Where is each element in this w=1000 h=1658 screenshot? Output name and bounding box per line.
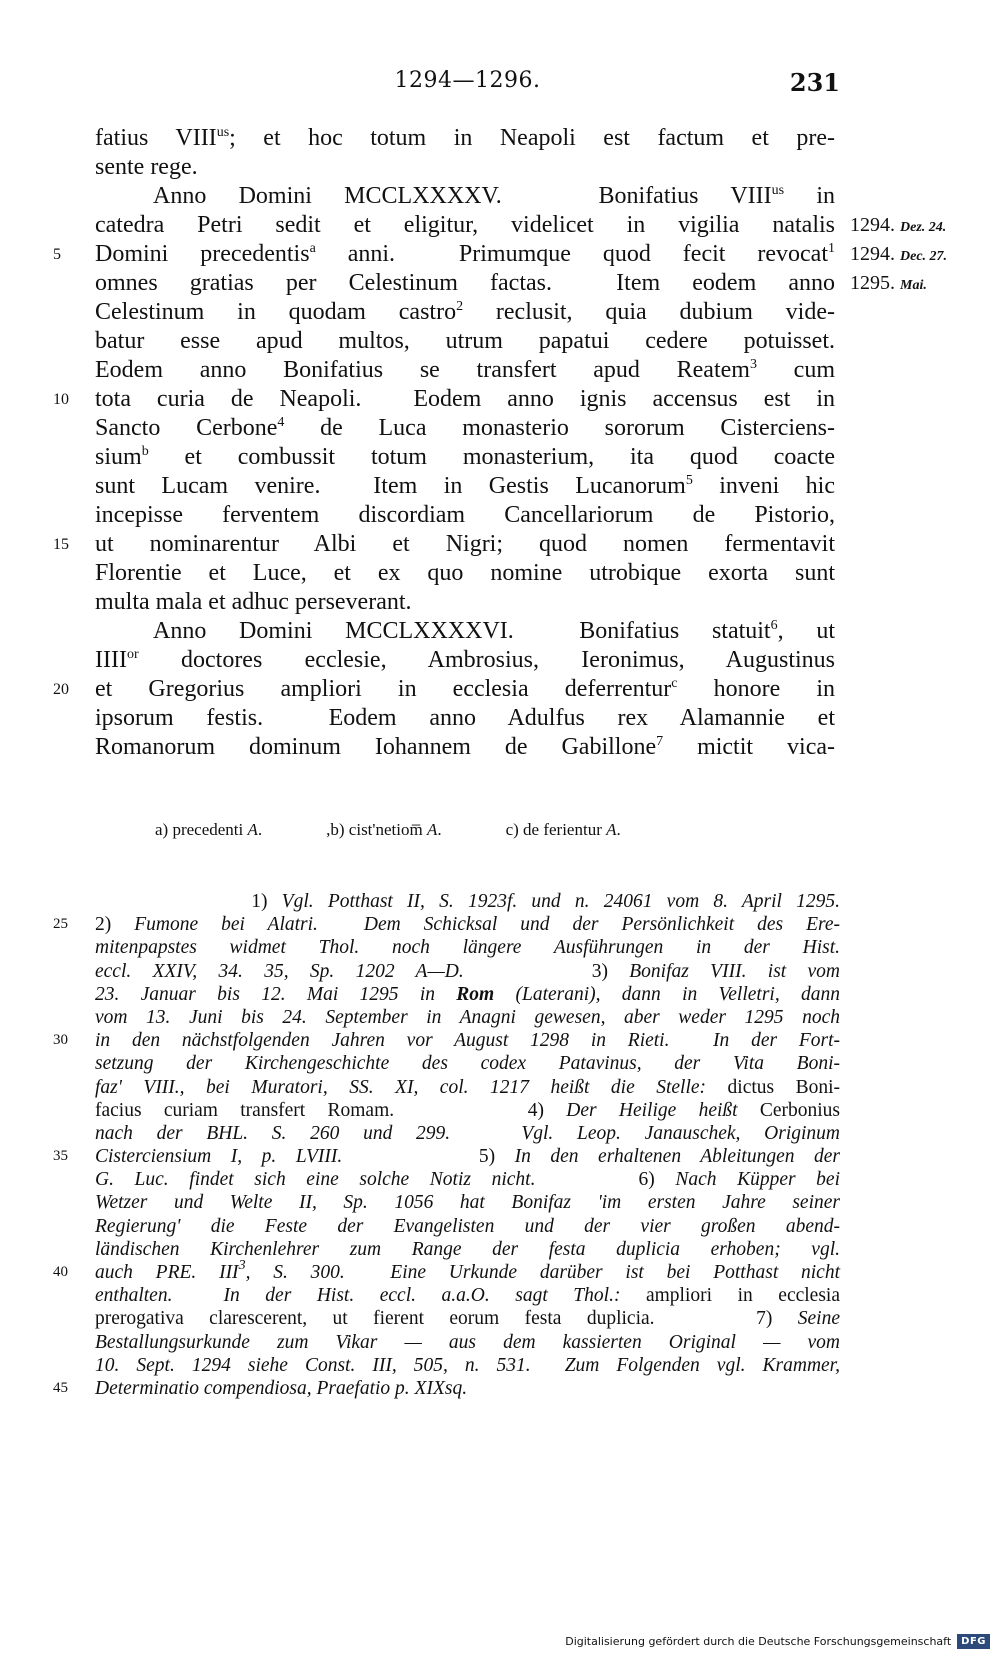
footnote-line bbox=[53, 1377, 840, 1400]
funding-note: Digitalisierung gefördert durch die Deutsche Forschungsgemeinschaft bbox=[565, 1634, 952, 1648]
footnote-line bbox=[95, 890, 840, 913]
margin-date: 1295. Mai. bbox=[850, 272, 927, 294]
footnote-line-text: Bestallungsurkunde zum Vikar — aus dem kassierten Original — vom bbox=[95, 1331, 840, 1353]
main-line-text: ut nominarentur Albi et Nigri; quod nomen fermentavit bbox=[95, 531, 835, 557]
footnote-line bbox=[95, 1191, 840, 1214]
footer-credit bbox=[565, 1631, 990, 1651]
footnote-line-text: facius curiam transfert Romam. 4) Der Heilige heißt Cerbonius bbox=[95, 1099, 841, 1121]
footnote-line-text: ländischen Kirchenlehrer zum Range der festa duplicia erhoben; vgl. bbox=[95, 1238, 840, 1260]
main-line-text: sunt Lucam venire. Item in Gestis Lucanorum$^5$ inveni hic bbox=[95, 473, 835, 499]
line-number: 15 bbox=[53, 536, 69, 553]
footnote-line-text: enthalten. In der Hist. eccl. a.a.O. sagt Thol.: ampliori in ecclesia bbox=[95, 1285, 840, 1307]
footnote-line-text: Cisterciensium I, p. LVIII. 5) In den erhaltenen Ableitungen der bbox=[95, 1146, 840, 1168]
footnote-line bbox=[95, 1284, 840, 1307]
apparatus-entry: ,b) cist'netiom̅ A. bbox=[326, 820, 442, 839]
footnote-line bbox=[95, 936, 840, 959]
main-line-text: Anno Domini MCCLXXXXVI. Bonifatius statuit$^6$, ut bbox=[153, 618, 835, 644]
footnote-line bbox=[95, 1099, 840, 1122]
main-line-text: et Gregorius ampliori in ecclesia deferrentur$^c$ honore in bbox=[95, 676, 835, 702]
main-line-text: ipsorum festis. Eodem anno Adulfus rex Alamannie et bbox=[95, 705, 835, 731]
main-line-text: fatius $VIII^{us}$; et hoc totum in Neapoli est factum et pre- bbox=[95, 125, 835, 151]
page-number: 231 bbox=[789, 68, 840, 97]
footnote-line bbox=[95, 1238, 840, 1261]
main-line bbox=[95, 443, 835, 472]
footnote-line-text: 2) Fumone bei Alatri. Dem Schicksal und der Persönlichkeit des Ere- bbox=[95, 914, 840, 936]
footnote-line bbox=[95, 983, 840, 1006]
main-line-text: omnes gratias per Celestinum factas. Item eodem anno bbox=[95, 270, 835, 296]
footnote-line-text: nach der BHL. S. 260 und 299. Vgl. Leop. Janauschek, Originum bbox=[95, 1122, 840, 1144]
main-line bbox=[95, 704, 835, 733]
line-number: 25 bbox=[53, 916, 68, 933]
footnote-line-text: in den nächstfolgenden Jahren vor August 1298 in Rieti. In der Fort- bbox=[95, 1030, 840, 1052]
footnote-line bbox=[95, 960, 840, 983]
main-line-text: tota curia de Neapoli. Eodem anno ignis accensus est in bbox=[95, 386, 835, 412]
line-number: 30 bbox=[53, 1032, 68, 1049]
footnote-line bbox=[95, 1168, 840, 1191]
main-line-text: sium$^b$ et combussit totum monasterium, ita quod coacte bbox=[95, 444, 835, 470]
footnote-line bbox=[53, 1258, 840, 1284]
main-line-text: Romanorum dominum Iohannem de Gabillone$^7$ mictit vica- bbox=[95, 734, 835, 760]
footnote-line bbox=[95, 1331, 840, 1354]
apparatus-entry: c) de ferientur A. bbox=[505, 820, 621, 839]
main-line bbox=[95, 588, 835, 617]
main-line bbox=[53, 240, 948, 269]
running-header bbox=[95, 62, 840, 102]
footnote-line bbox=[95, 1215, 840, 1238]
main-line bbox=[95, 472, 835, 501]
footnote-line-text: prerogativa clarescerent, ut fierent eorum festa duplicia. 7) Seine bbox=[95, 1308, 840, 1330]
footnote-line bbox=[53, 913, 840, 936]
footnote-line-text: G. Luc. findet sich eine solche Notiz nicht. 6) Nach Küpper bei bbox=[95, 1169, 841, 1191]
footnote-line bbox=[95, 1122, 840, 1145]
footnote-line-text: eccl. XXIV, 34. 35, Sp. 1202 A—D. 3) Bonifaz VIII. ist vom bbox=[95, 960, 841, 982]
footnote-line bbox=[95, 1006, 840, 1029]
footnotes bbox=[53, 890, 841, 1400]
year-range: 1294—1296. bbox=[394, 68, 541, 93]
main-line bbox=[95, 356, 835, 385]
main-line bbox=[53, 675, 835, 704]
line-number: 40 bbox=[53, 1264, 68, 1280]
main-line-text: Sancto Cerbone$^4$ de Luca monasterio sororum Cisterciens- bbox=[95, 415, 835, 441]
main-line bbox=[95, 733, 835, 762]
main-line bbox=[95, 501, 835, 530]
main-line bbox=[95, 124, 835, 153]
main-line-text: batur esse apud multos, utrum papatui cedere potuisset. bbox=[95, 328, 835, 354]
line-number: 10 bbox=[53, 391, 69, 408]
main-line-text: Florentie et Luce, et ex quo nomine utrobique exorta sunt bbox=[95, 560, 835, 586]
main-line bbox=[95, 298, 835, 327]
footnote-line-text: Determinatio compendiosa, Praefatio p. XIXsq. bbox=[95, 1377, 468, 1399]
footnote-line-text: 10. Sept. 1294 siehe Const. III, 505, n. 531. Zum Folgenden vgl. Krammer, bbox=[95, 1354, 840, 1376]
margin-date: 1294. Dez. 24. bbox=[850, 214, 947, 236]
main-line bbox=[95, 617, 835, 646]
footnote-line-text: Wetzer und Welte II, Sp. 1056 hat Bonifaz 'im ersten Jahre seiner bbox=[95, 1192, 840, 1214]
line-number: 5 bbox=[53, 246, 61, 263]
main-line bbox=[53, 530, 835, 559]
main-line-text: Domini precedentis$^a$ anni. Primumque quod fecit revocat$^1$ bbox=[95, 241, 835, 267]
line-number: 35 bbox=[53, 1148, 68, 1165]
main-line-text: Eodem anno Bonifatius se transfert apud Reatem$^3$ cum bbox=[95, 357, 835, 383]
main-line bbox=[95, 327, 835, 356]
apparatus-entry: a) precedenti A. bbox=[155, 820, 263, 839]
footnote-line bbox=[53, 1029, 840, 1052]
dfg-logo: DFG bbox=[957, 1634, 990, 1649]
footnote-line-text: vom 13. Juni bis 24. September in Anagni gewesen, aber weder 1295 noch bbox=[95, 1006, 840, 1028]
footnote-line-text: 23. Januar bis 12. Mai 1295 in Rom (Laterani), dann in Velletri, dann bbox=[95, 983, 840, 1005]
line-number: 20 bbox=[53, 681, 69, 698]
main-line bbox=[95, 559, 835, 588]
main-line-text: $IIII^{or}$ doctores ecclesie, Ambrosius, Ieronimus, Augustinus bbox=[95, 647, 835, 673]
main-line-text: Celestinum in quodam castro$^2$ reclusit, quia dubium vide- bbox=[95, 299, 835, 325]
main-line bbox=[95, 269, 927, 298]
main-line bbox=[95, 414, 835, 443]
line-number: 45 bbox=[53, 1379, 68, 1396]
footnote-line-text: 1) Vgl. Potthast II, S. 1923f. und n. 24061 vom 8. April 1295. bbox=[251, 891, 840, 912]
main-line bbox=[95, 646, 835, 675]
critical-apparatus bbox=[155, 820, 835, 840]
footnote-line bbox=[95, 1307, 840, 1330]
main-line-text: catedra Petri sedit et eligitur, videlicet in vigilia natalis bbox=[95, 212, 835, 238]
footnote-line bbox=[95, 1076, 840, 1099]
main-line bbox=[95, 182, 835, 211]
main-line bbox=[95, 153, 835, 182]
main-line-text: incepisse ferventem discordiam Cancellariorum de Pistorio, bbox=[95, 502, 835, 528]
footnote-line-text: faz' VIII., bei Muratori, SS. XI, col. 1217 heißt die Stelle: dictus Boni- bbox=[95, 1076, 841, 1098]
main-line bbox=[53, 385, 835, 414]
footnote-line bbox=[95, 1052, 840, 1075]
footnote-line bbox=[95, 1354, 840, 1377]
main-line bbox=[95, 211, 947, 240]
main-line-text: sente rege. bbox=[95, 154, 198, 180]
footnote-line-text: setzung der Kirchengeschichte des codex Patavinus, der Vita Boni- bbox=[95, 1053, 840, 1075]
footnote-line-text: Regierung' die Feste der Evangelisten und der vier großen abend- bbox=[95, 1215, 840, 1237]
main-line-text: Anno Domini MCCLXXXXV. Bonifatius $VIII^{us}$ in bbox=[153, 183, 835, 209]
footnote-line-text: mitenpapstes widmet Thol. noch längere Ausführungen in der Hist. bbox=[95, 937, 840, 959]
main-line-text: multa mala et adhuc perseverant. bbox=[95, 589, 412, 615]
footnote-line bbox=[53, 1145, 840, 1168]
main-text bbox=[53, 124, 948, 762]
margin-date: 1294. Dec. 27. bbox=[850, 243, 948, 265]
footnote-line-text: auch PRE. III$^3$, S. 300. Eine Urkunde darüber ist bei Potthast nicht bbox=[95, 1258, 840, 1283]
